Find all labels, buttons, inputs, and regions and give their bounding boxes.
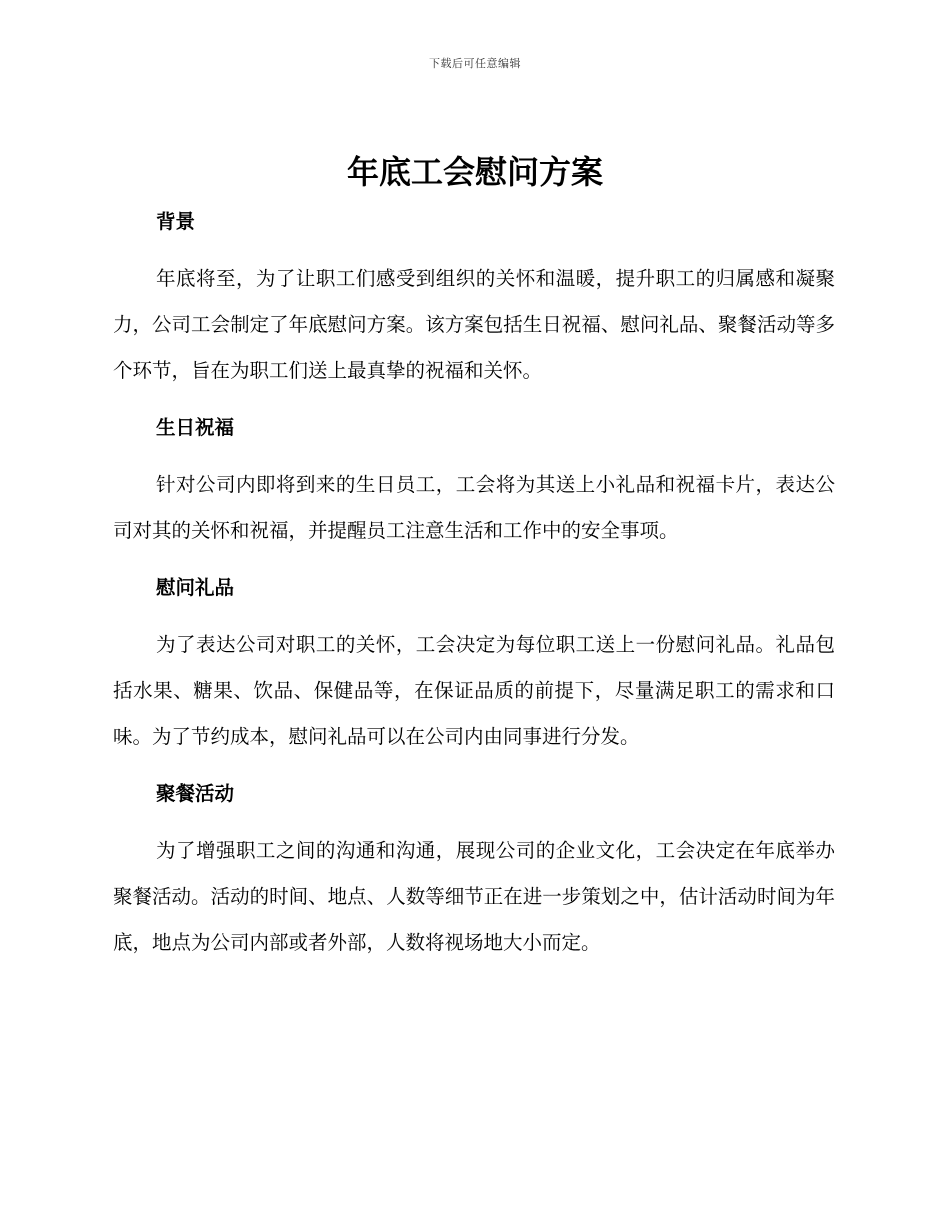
section-body-gifts: 为了表达公司对职工的关怀，工会决定为每位职工送上一份慰问礼品。礼品包括水果、糖果、饮品、保健品等，在保证品质的前提下，尽量满足职工的需求和口味。为了节约成本，慰问礼品可以在公司内由同事进行分发。 <box>113 633 835 748</box>
document-title: 年底工会慰问方案 <box>346 153 603 191</box>
section-heading-birthday: 生日祝福 <box>156 416 235 439</box>
section-heading-background: 背景 <box>156 210 196 233</box>
section-body-background: 年底将至，为了让职工们感受到组织的关怀和温暖，提升职工的归属感和凝聚力，公司工会制定了年底慰问方案。该方案包括生日祝福、慰问礼品、聚餐活动等多个环节，旨在为职工们送上最真挚的祝福和关怀。 <box>113 267 835 382</box>
section-body-dinner: 为了增强职工之间的沟通和沟通，展现公司的企业文化，工会决定在年底举办聚餐活动。活动的时间、地点、人数等细节正在进一步策划之中，估计活动时间为年底，地点为公司内部或者外部，人数将视场地大小而定。 <box>113 839 835 954</box>
section-heading-dinner: 聚餐活动 <box>156 782 235 805</box>
section-body-birthday: 针对公司内即将到来的生日员工，工会将为其送上小礼品和祝福卡片，表达公司对其的关怀和祝福，并提醒员工注意生活和工作中的安全事项。 <box>113 473 835 542</box>
header-note: 下载后可任意编辑 <box>429 57 521 70</box>
document-body <box>113 200 835 978</box>
section-heading-gifts: 慰问礼品 <box>156 576 235 599</box>
